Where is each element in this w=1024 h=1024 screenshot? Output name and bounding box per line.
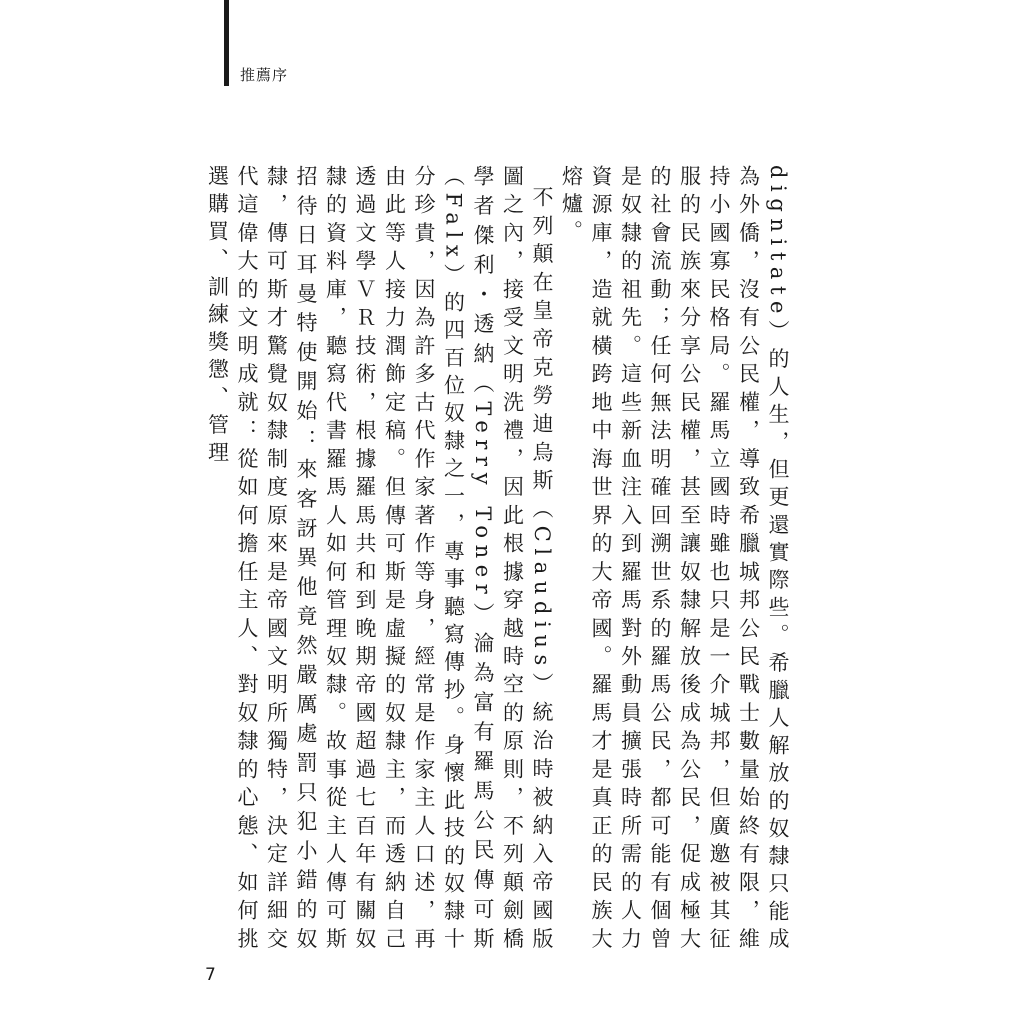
running-header: 推薦序 [240, 66, 289, 84]
page-number: 7 [205, 965, 216, 985]
vertical-text-block [205, 165, 792, 955]
paragraph-1: dignitate）的人生，但更還實際些。希臘人解放的奴隸只能成為外僑，沒有公民權，導致希臘城邦公民戰士數量始終有限，維持小國寡民格局。羅馬立國時雖也只是一介城邦，但廣邀被其征服的民族來分享公民權，甚至讓奴隸解放後成為公民，促成極大的社會流動；任何無法明確回溯世系的羅馬公民，都可能有個曾是奴隸的祖先。這些新血注入到羅馬對外動員擴張時所需的人力資源庫，造就橫跨地中海世界的大帝國。羅馬才是真正的民族大熔爐。 [559, 165, 790, 955]
paragraph-2: 不列顛在皇帝克勞迪烏斯（Claudius）統治時被納入帝國版圖之內，接受文明洗禮，因此根據穿越時空的原則，不列顛劍橋學者傑利・透納（Terry Toner）淪為富有羅馬公民傳可斯（Falx）的四百位奴隸之一，專事聽寫傳抄。身懷此技的奴隸十分珍貴，因為許多古代作家著作等身，經常是作家主人口述，再由此等人接力潤飾定稿。但傳可斯是虛擬的奴隸主，而透納自己透過文學ＶＲ技術，根據羅馬共和到晚期帝國超過七百年有關奴隸的資料庫，聽寫代書羅馬人如何管理奴隸。故事從主人傳可斯招待日耳曼特使開始：來客訝異他竟然嚴厲處罰只犯小錯的奴隸，傳可斯才驚覺奴隸制度原來是帝國文明所獨特，決定詳細交代這偉大的文明成就：從如何擔任主人、對奴隸的心態、如何挑選購買、訓練獎懲、管理 [205, 165, 554, 955]
header-rule [224, 0, 229, 86]
